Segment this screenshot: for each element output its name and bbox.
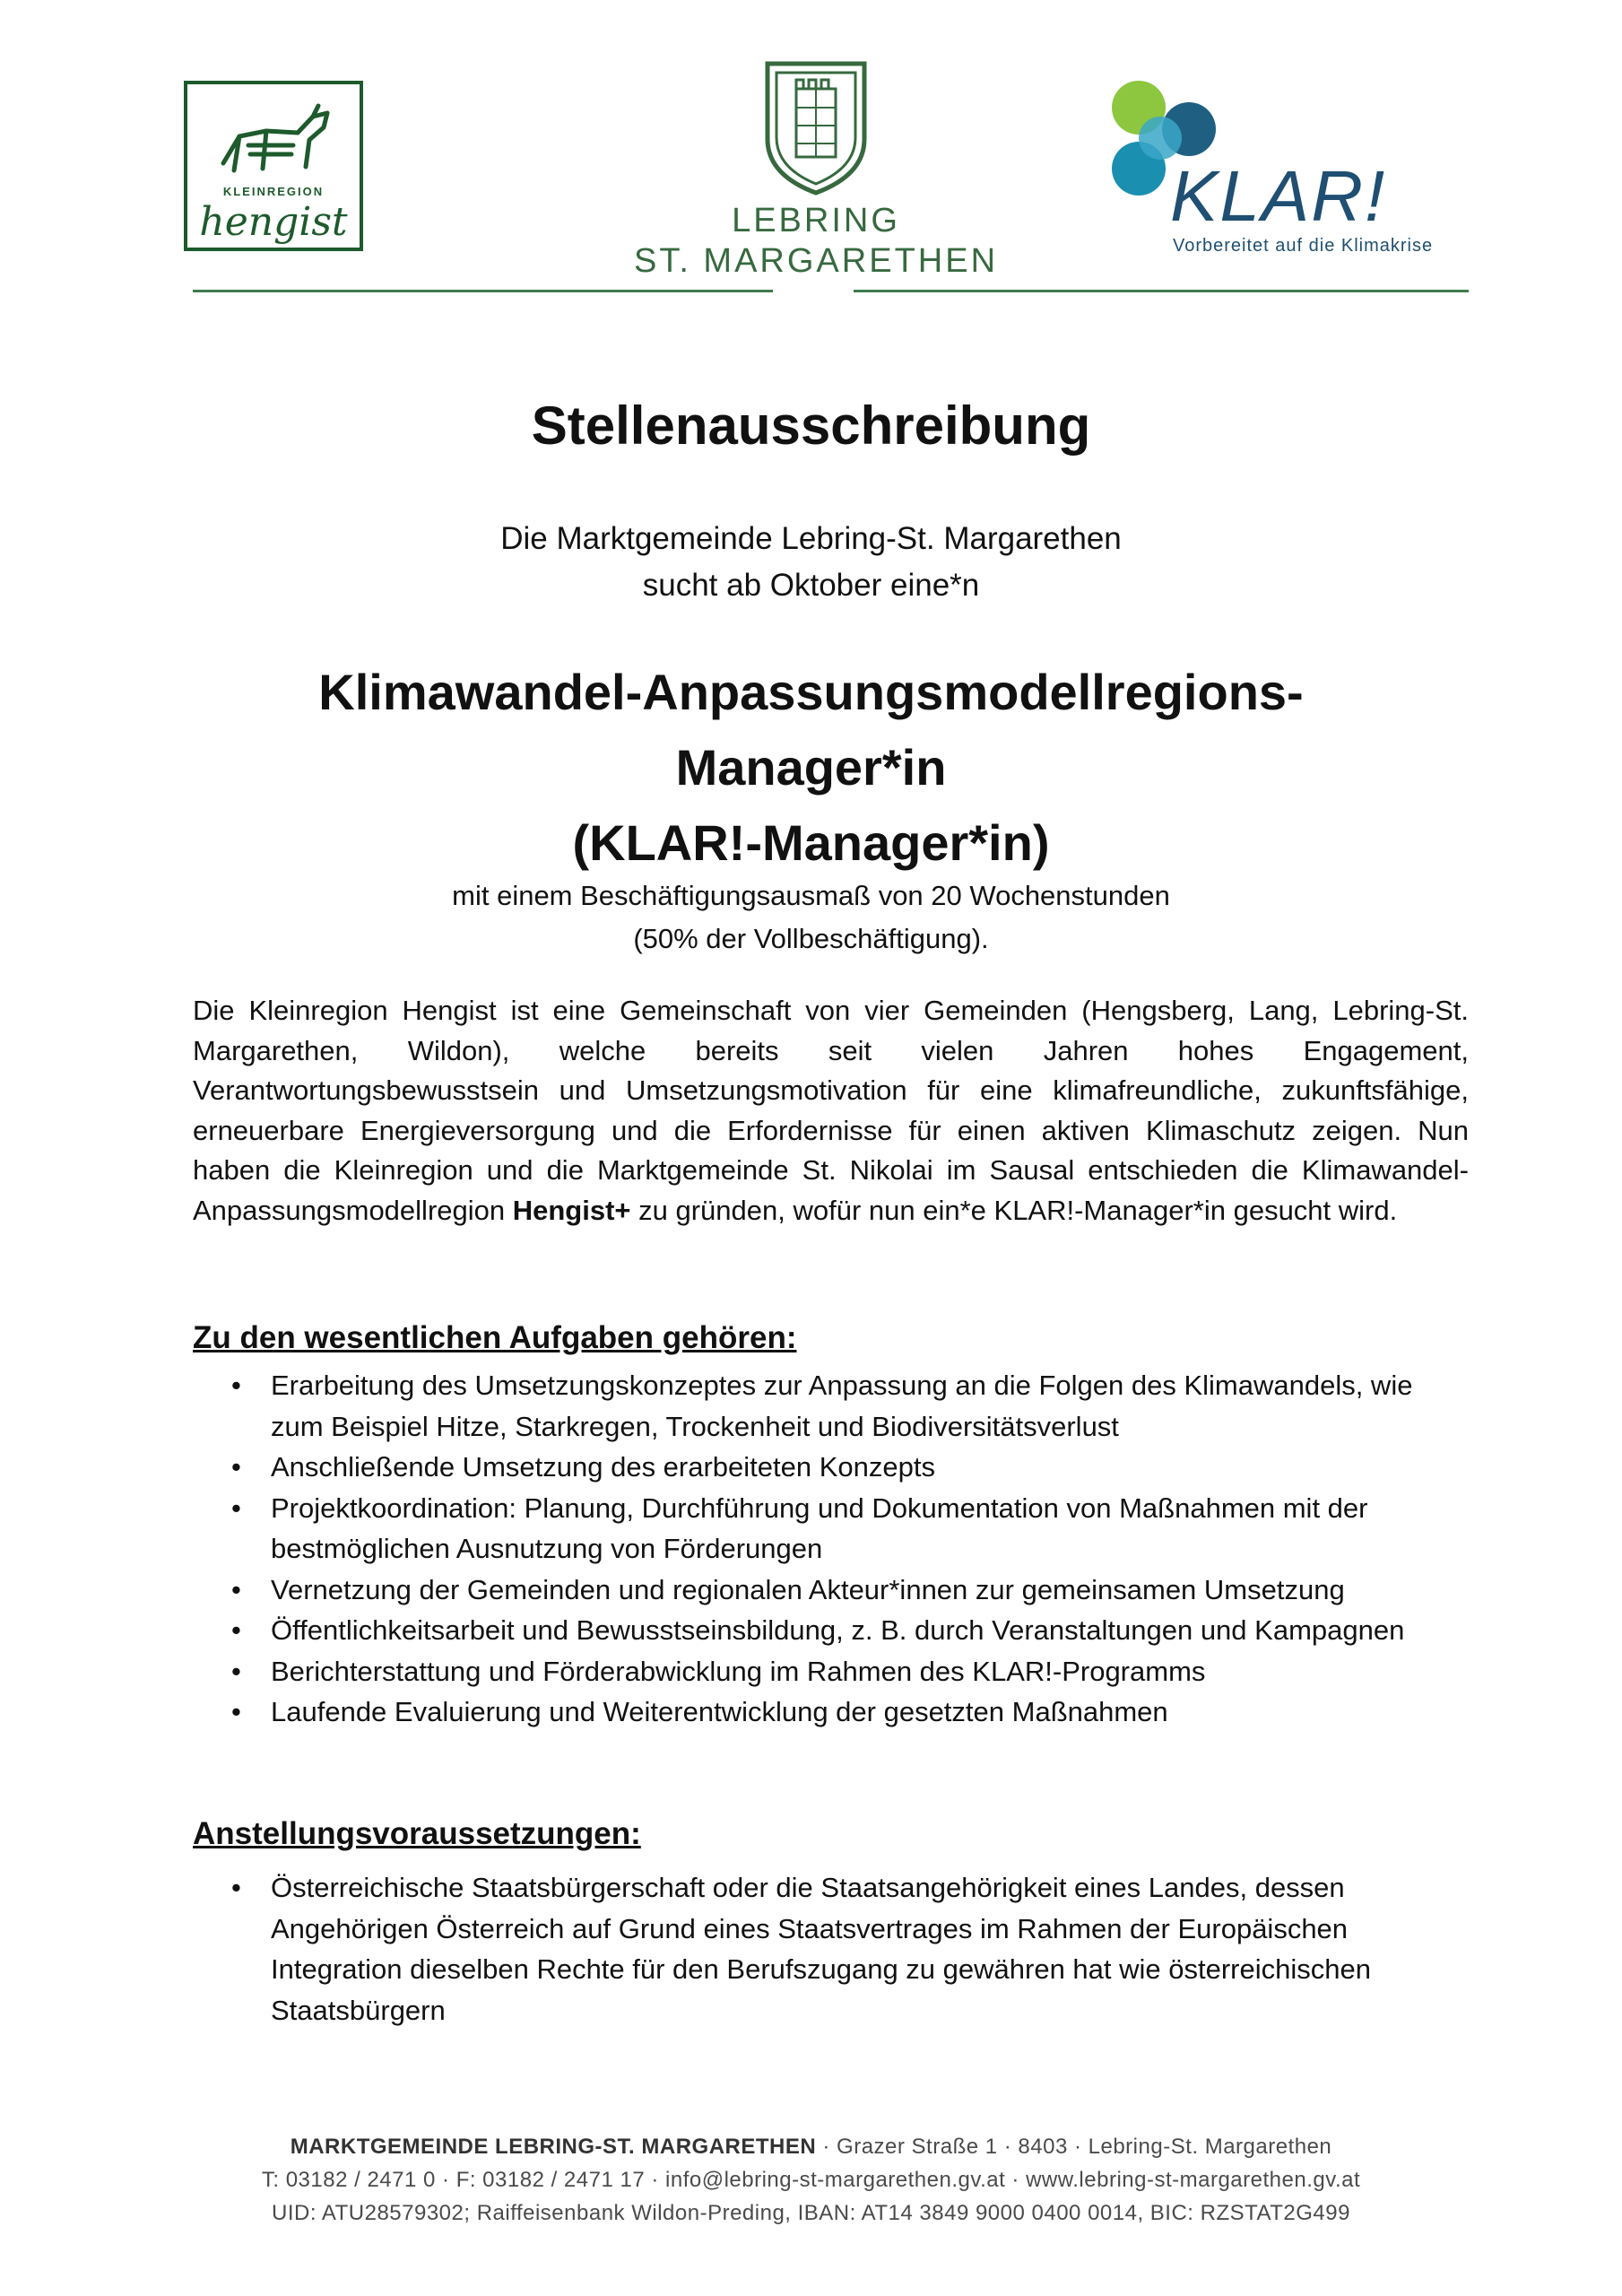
task-text: Projektkoordination: Planung, Durchführung und Dokumentation von Maßnahmen mit der bestmöglichen Ausnutzung von Förderungen: [271, 1492, 1368, 1564]
logo-left-name: hengist: [199, 199, 348, 245]
municipality-logo: [628, 58, 1004, 291]
klar-logo-tagline: Vorbereitet auf die Klimakrise: [1173, 236, 1434, 256]
bullet-icon: •: [231, 1655, 241, 1687]
logo-left-top-text: KLEINREGION: [222, 185, 325, 198]
extent-line-2: (50% der Vollbeschäftigung).: [633, 923, 989, 954]
list-item: [193, 1610, 1469, 1651]
task-text: Berichterstattung und Förderabwicklung im Rahmen des KLAR!-Programms: [271, 1655, 1206, 1687]
header-divider-gap: [773, 290, 854, 292]
bullet-icon: •: [231, 1872, 241, 1903]
job-title-line-3: (KLAR!-Manager*in): [572, 814, 1050, 871]
task-list: [193, 1365, 1469, 1733]
list-item: [193, 1447, 1469, 1488]
intro-line-2: sucht ab Oktober eine*n: [642, 568, 980, 603]
crest-icon: [762, 58, 870, 197]
bullet-icon: •: [231, 1492, 241, 1524]
logo-center-line1: LEBRING: [732, 202, 900, 239]
paragraph-bold-region: Hengist+: [512, 1194, 631, 1226]
requirements-list: [193, 1867, 1469, 2031]
intro-text: [0, 516, 1622, 609]
footer-org: MARKTGEMEINDE LEBRING-ST. MARGARETHEN: [290, 2135, 817, 2159]
hengist-logo: [184, 81, 363, 251]
footer-address: · Grazer Straße 1 · 8403 · Lebring-St. Margarethen: [816, 2135, 1332, 2159]
bullet-icon: •: [231, 1696, 241, 1727]
section-heading-tasks: Zu den wesentlichen Aufgaben gehören:: [193, 1320, 797, 1355]
footer: [0, 2130, 1622, 2230]
paragraph-text-b: zu gründen, wofür nun ein*e KLAR!-Manager*in gesucht wird.: [630, 1194, 1398, 1226]
bullet-icon: •: [231, 1573, 241, 1605]
task-text: Öffentlichkeitsarbeit und Bewusstseinsbildung, z. B. durch Veranstaltungen und Kampagnen: [271, 1614, 1405, 1646]
task-text: Erarbeitung des Umsetzungskonzeptes zur Anpassung an die Folgen des Klimawandels, wie zum Beispiel Hitze, Starkregen, Trockenheit und Biodiversitätsverlust: [271, 1370, 1413, 1442]
list-item: [193, 1692, 1469, 1733]
klar-logo-name: KLAR!: [1170, 156, 1387, 236]
description-paragraph: [193, 991, 1469, 1231]
bullet-icon: •: [231, 1370, 241, 1401]
klar-logo: [1103, 79, 1479, 267]
task-text: Vernetzung der Gemeinden und regionalen Akteur*innen zur gemeinsamen Umsetzung: [271, 1573, 1345, 1605]
job-title-line-2: Manager*in: [675, 739, 947, 796]
horse-icon: [213, 100, 338, 186]
job-title-line-1: Klimawandel-Anpassungsmodellregions-: [318, 664, 1304, 720]
task-text: Laufende Evaluierung und Weiterentwicklung der gesetzten Maßnahmen: [271, 1696, 1168, 1727]
employment-extent: [0, 874, 1622, 961]
list-item: [193, 1867, 1469, 2031]
paragraph-text-a: Die Kleinregion Hengist ist eine Gemeinschaft von vier Gemeinden (Hengsberg, Lang, Lebring-St. Margarethen, Wildon), welche bereits seit vielen Jahren hohes Engagement, Verantwortungsbewusstsein und Umsetzungsmotivation für eine klimafreundliche, zukunftsfähige, erneuerbare Energieversorgung und die Erfordernisse für einen aktiven Klimaschutz zeigen. Nun haben die Kleinregion und die Marktgemeinde St. Nikolai im Sausal entschieden die Klimawandel-Anpassungsmodellregion: [193, 995, 1469, 1226]
footer-address-line: [0, 2130, 1622, 2163]
list-item: [193, 1365, 1469, 1447]
requirement-text: Österreichische Staatsbürgerschaft oder die Staatsangehörigkeit eines Landes, dessen Angehörigen Österreich auf Grund eines Staatsvertrages im Rahmen der Europäischen Integration dieselben Rechte für den Berufszugang zu gewähren hat wie österreichischen Staatsbürgern: [271, 1872, 1371, 2026]
task-text: Anschließende Umsetzung des erarbeiteten Konzepts: [271, 1451, 935, 1483]
list-item: [193, 1570, 1469, 1611]
page-title: Stellenausschreibung: [531, 396, 1091, 456]
footer-bank: UID: ATU28579302; Raiffeisenbank Wildon-Preding, IBAN: AT14 3849 9000 0400 0014, BIC: RZSTAT2G499: [272, 2201, 1350, 2225]
job-title: [0, 655, 1622, 881]
section-heading-requirements: Anstellungsvoraussetzungen:: [193, 1816, 641, 1851]
bullet-icon: •: [231, 1451, 241, 1483]
list-item: [193, 1651, 1469, 1692]
bullet-icon: •: [231, 1614, 241, 1646]
footer-contact: T: 03182 / 2471 0 · F: 03182 / 2471 17 · info@lebring-st-margarethen.gv.at · www.lebring-st-margarethen.gv.at: [261, 2168, 1361, 2192]
logo-center-line2: ST. MARGARETHEN: [633, 242, 999, 280]
intro-line-1: Die Marktgemeinde Lebring-St. Margarethen: [500, 521, 1122, 556]
extent-line-1: mit einem Beschäftigungsausmaß von 20 Wochenstunden: [452, 880, 1170, 911]
list-item: [193, 1488, 1469, 1570]
